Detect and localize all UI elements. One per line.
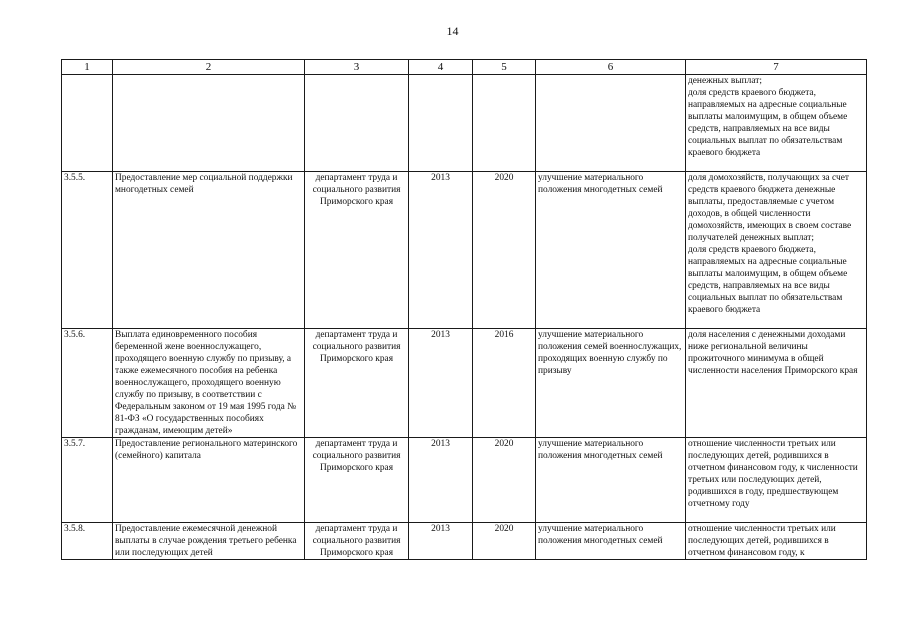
start-year-cell: 2013	[409, 523, 473, 560]
indicator-cell: отношение численности третьих или последующих детей, родившихся в отчетном финансовом году, к численности третьих или последующих детей, родившихся в году, предшествующем отчетному году	[686, 438, 867, 523]
row-number-cell: 3.5.6.	[62, 329, 113, 438]
row-number-cell: 3.5.7.	[62, 438, 113, 523]
page-number: 14	[446, 24, 459, 38]
measure-cell: Выплата единовременного пособия беременной жене военнослужащего, проходящего военную службу по призыву, а также ежемесячного пособия на ребенка военнослужащего, проходящего военную службу по призыву, в соответствии с Федеральным законом от 19 мая 1995 года № 81-ФЗ «О государственных пособиях гражданам, имеющим детей»	[113, 329, 305, 438]
indicator-cell: доля населения с денежными доходами ниже региональной величины прожиточного минимума в общей численности населения Приморского края	[686, 329, 867, 438]
indicator-cell: отношение численности третьих или последующих детей, родившихся в отчетном финансовом году, к	[686, 523, 867, 560]
table-row	[62, 438, 867, 523]
end-year-cell: 2020	[473, 438, 536, 523]
table-row	[62, 172, 867, 329]
table-row	[62, 523, 867, 560]
start-year-cell: 2013	[409, 329, 473, 438]
measure-cell: Предоставление мер социальной поддержки многодетных семей	[113, 172, 305, 329]
start-year-cell: 2013	[409, 438, 473, 523]
executor-cell: департамент труда и социального развития Приморского края	[305, 329, 409, 438]
measure-cell: Предоставление регионального материнского (семейного) капитала	[113, 438, 305, 523]
column-header: 3	[305, 60, 409, 75]
table-row	[62, 75, 867, 172]
row-number-cell: 3.5.5.	[62, 172, 113, 329]
column-header: 7	[686, 60, 867, 75]
result-cell: улучшение материального положения многодетных семей	[536, 172, 686, 329]
column-header: 5	[473, 60, 536, 75]
executor-cell: департамент труда и социального развития Приморского края	[305, 172, 409, 329]
result-cell: улучшение материального положения многодетных семей	[536, 523, 686, 560]
table-row	[62, 329, 867, 438]
start-year-cell	[409, 75, 473, 172]
column-header: 2	[113, 60, 305, 75]
end-year-cell: 2016	[473, 329, 536, 438]
column-header: 4	[409, 60, 473, 75]
end-year-cell	[473, 75, 536, 172]
measure-cell	[113, 75, 305, 172]
executor-cell: департамент труда и социального развития Приморского края	[305, 523, 409, 560]
program-measures-table	[61, 59, 867, 560]
executor-cell: департамент труда и социального развития Приморского края	[305, 438, 409, 523]
result-cell	[536, 75, 686, 172]
end-year-cell: 2020	[473, 172, 536, 329]
column-header: 1	[62, 60, 113, 75]
indicator-cell: денежных выплат; доля средств краевого бюджета, направляемых на адресные социальные выплаты малоимущим, в общем объеме средств, направляемых на все виды социальных выплат по обязательствам краевого бюджета	[686, 75, 867, 172]
row-number-cell: 3.5.8.	[62, 523, 113, 560]
executor-cell	[305, 75, 409, 172]
row-number-cell	[62, 75, 113, 172]
column-header: 6	[536, 60, 686, 75]
indicator-cell: доля домохозяйств, получающих за счет средств краевого бюджета денежные выплаты, предоставляемые с учетом доходов, в общей численности домохозяйств, имеющих в своем составе получателей денежных выплат; доля средств краевого бюджета, направляемых на адресные социальные выплаты малоимущим, в общем объеме средств, направляемых на все виды социальных выплат по обязательствам краевого бюджета	[686, 172, 867, 329]
measure-cell: Предоставление ежемесячной денежной выплаты в случае рождения третьего ребенка или последующих детей	[113, 523, 305, 560]
result-cell: улучшение материального положения семей военнослужащих, проходящих военную службу по призыву	[536, 329, 686, 438]
table-header-row	[62, 60, 867, 75]
start-year-cell: 2013	[409, 172, 473, 329]
end-year-cell: 2020	[473, 523, 536, 560]
result-cell: улучшение материального положения многодетных семей	[536, 438, 686, 523]
